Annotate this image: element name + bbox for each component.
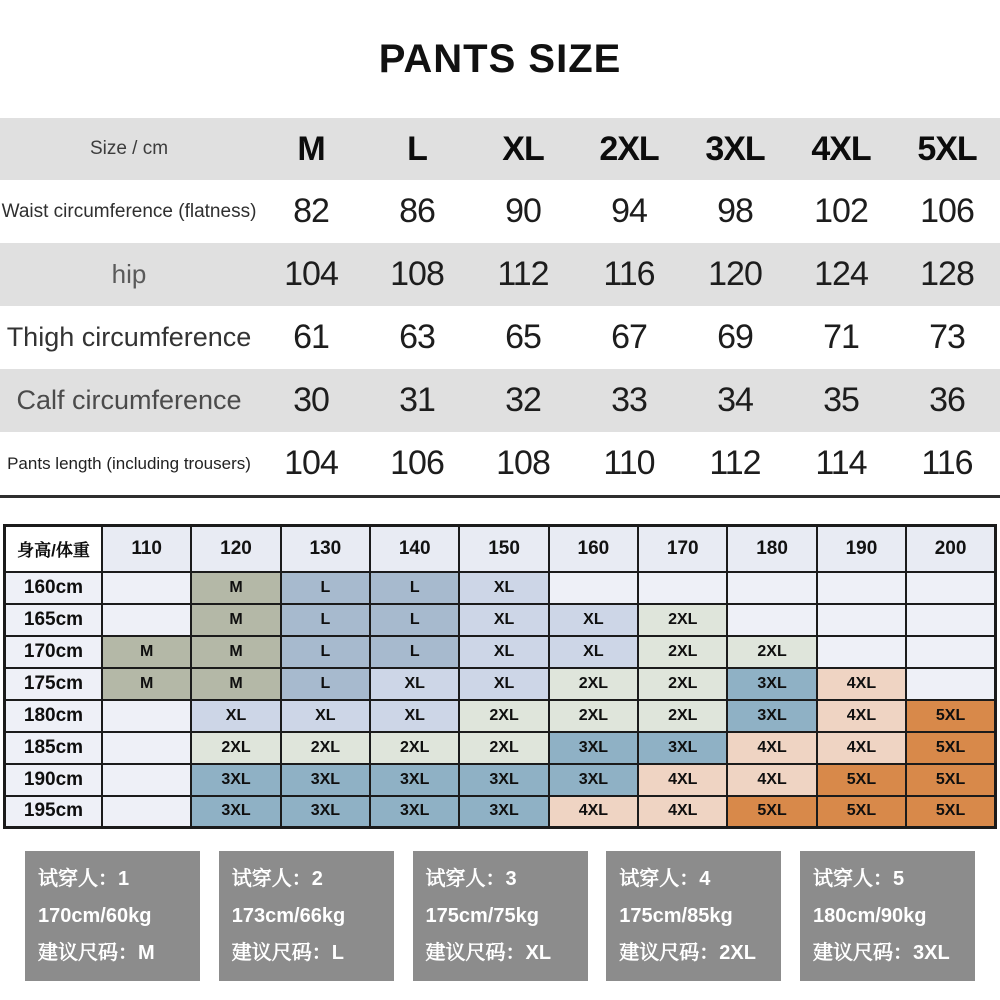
matrix-empty-cell — [906, 572, 995, 604]
measurement-value: 114 — [815, 444, 867, 482]
matrix-empty-cell — [817, 572, 906, 604]
weight-column-header: 120 — [191, 526, 280, 572]
matrix-size-cell: 4XL — [549, 796, 638, 828]
size-table-corner-label: Size / cm — [89, 138, 169, 159]
matrix-size-cell: 5XL — [906, 732, 995, 764]
height-row-header: 160cm — [5, 572, 103, 604]
matrix-size-cell: 3XL — [459, 796, 548, 828]
matrix-size-cell: 3XL — [370, 764, 459, 796]
matrix-size-cell: M — [102, 668, 191, 700]
matrix-size-cell: 2XL — [638, 700, 727, 732]
weight-column-header: 160 — [549, 526, 638, 572]
matrix-empty-cell — [817, 604, 906, 636]
measurement-row — [0, 369, 1000, 432]
matrix-empty-cell — [638, 572, 727, 604]
matrix-size-cell: M — [191, 668, 280, 700]
measurement-table-body — [0, 118, 1000, 495]
matrix-size-cell: 5XL — [817, 764, 906, 796]
matrix-empty-cell — [906, 604, 995, 636]
fitter-recommended-size: 建议尺码：3XL — [813, 942, 950, 964]
fitter-person-label: 试穿人：2 — [231, 868, 323, 890]
matrix-row — [5, 764, 996, 796]
measurement-value: 61 — [293, 318, 329, 356]
matrix-size-cell: 2XL — [549, 668, 638, 700]
matrix-size-cell: 5XL — [817, 796, 906, 828]
matrix-size-cell: XL — [459, 572, 548, 604]
matrix-row — [5, 732, 996, 764]
matrix-size-cell: 5XL — [906, 764, 995, 796]
weight-column-header: 170 — [638, 526, 727, 572]
measurement-row — [0, 306, 1000, 369]
page-title: PANTS SIZE — [378, 37, 622, 81]
matrix-empty-cell — [102, 796, 191, 828]
matrix-header-row — [5, 526, 996, 572]
measurement-value: 108 — [390, 255, 444, 293]
fitter-recommended-size: 建议尺码：2XL — [619, 942, 756, 964]
fitter-cards — [0, 851, 1000, 981]
measurement-value: 90 — [505, 192, 541, 230]
measurement-value: 33 — [611, 381, 647, 419]
matrix-size-cell: 2XL — [459, 732, 548, 764]
matrix-size-cell: 3XL — [281, 796, 370, 828]
measurement-value: 73 — [929, 318, 965, 356]
size-column-header: 4XL — [811, 129, 871, 168]
matrix-size-cell: L — [370, 572, 459, 604]
matrix-size-cell: 3XL — [727, 700, 816, 732]
measurement-value: 86 — [399, 192, 435, 230]
fitter-body-stats: 173cm/66kg — [231, 905, 346, 927]
matrix-size-cell: 3XL — [727, 668, 816, 700]
matrix-size-cell: 4XL — [638, 796, 727, 828]
matrix-size-cell: L — [370, 604, 459, 636]
measurement-label: Calf circumference — [16, 385, 242, 415]
matrix-empty-cell — [727, 604, 816, 636]
measurement-value: 30 — [293, 381, 329, 419]
matrix-size-cell: 3XL — [638, 732, 727, 764]
size-column-header: M — [297, 129, 325, 168]
matrix-empty-cell — [102, 764, 191, 796]
measurement-value: 32 — [505, 381, 541, 419]
measurement-value: 124 — [814, 255, 868, 293]
measurement-value: 104 — [284, 444, 338, 482]
matrix-size-cell: 4XL — [817, 700, 906, 732]
measurement-value: 36 — [929, 381, 965, 419]
matrix-size-cell: 3XL — [459, 764, 548, 796]
matrix-size-cell: 3XL — [370, 796, 459, 828]
measurement-value: 104 — [284, 255, 338, 293]
matrix-row — [5, 796, 996, 828]
height-row-header: 185cm — [5, 732, 103, 764]
matrix-size-cell: 4XL — [727, 732, 816, 764]
measurement-label: Pants length (including trousers) — [7, 453, 251, 473]
matrix-size-cell: 2XL — [638, 668, 727, 700]
matrix-size-cell: L — [370, 636, 459, 668]
measurement-value: 112 — [497, 255, 549, 293]
matrix-empty-cell — [906, 668, 995, 700]
matrix-size-cell: M — [191, 636, 280, 668]
matrix-size-cell: 4XL — [638, 764, 727, 796]
matrix-size-cell: XL — [370, 668, 459, 700]
fitter-recommended-size: 建议尺码：L — [231, 942, 344, 964]
measurement-value: 102 — [814, 192, 868, 230]
measurement-value: 116 — [921, 444, 973, 482]
matrix-size-cell: 2XL — [370, 732, 459, 764]
matrix-empty-cell — [727, 572, 816, 604]
fitter-person-label: 试穿人：1 — [38, 868, 130, 890]
fitter-card — [800, 851, 975, 981]
matrix-size-cell: 2XL — [638, 636, 727, 668]
matrix-empty-cell — [102, 732, 191, 764]
fitter-person-label: 试穿人：5 — [813, 868, 905, 890]
measurement-value: 98 — [717, 192, 753, 230]
measurement-value: 71 — [823, 318, 859, 356]
matrix-size-cell: M — [102, 636, 191, 668]
matrix-size-cell: M — [191, 572, 280, 604]
size-column-header: 2XL — [599, 129, 659, 168]
fitter-card — [219, 851, 394, 981]
matrix-row — [5, 572, 996, 604]
measurement-row — [0, 180, 1000, 243]
matrix-size-cell: 3XL — [191, 796, 280, 828]
fitter-person-label: 试穿人：4 — [619, 868, 711, 890]
size-column-header: 3XL — [705, 129, 765, 168]
matrix-row — [5, 604, 996, 636]
matrix-size-cell: 2XL — [459, 700, 548, 732]
matrix-size-cell: L — [281, 636, 370, 668]
matrix-empty-cell — [102, 700, 191, 732]
height-row-header: 170cm — [5, 636, 103, 668]
measurement-label: Waist circumference (flatness) — [1, 200, 257, 222]
fitter-body-stats: 170cm/60kg — [38, 905, 152, 927]
weight-column-header: 200 — [906, 526, 995, 572]
matrix-size-cell: 4XL — [817, 668, 906, 700]
weight-column-header: 130 — [281, 526, 370, 572]
matrix-row — [5, 636, 996, 668]
measurement-value: 106 — [390, 444, 444, 482]
matrix-size-cell: 2XL — [191, 732, 280, 764]
height-weight-matrix — [3, 524, 997, 829]
measurement-value: 128 — [920, 255, 974, 293]
matrix-empty-cell — [817, 636, 906, 668]
measurement-value: 82 — [293, 192, 329, 230]
matrix-size-cell: XL — [459, 636, 548, 668]
matrix-size-cell: 2XL — [638, 604, 727, 636]
weight-column-header: 190 — [817, 526, 906, 572]
measurement-table — [0, 118, 1000, 495]
matrix-size-cell: L — [281, 668, 370, 700]
measurement-value: 35 — [823, 381, 859, 419]
matrix-body — [5, 572, 996, 828]
matrix-empty-cell — [549, 572, 638, 604]
matrix-empty-cell — [102, 604, 191, 636]
matrix-size-cell: XL — [549, 604, 638, 636]
section-divider — [0, 495, 1000, 498]
measurement-value: 34 — [717, 381, 753, 419]
matrix-size-cell: L — [281, 604, 370, 636]
matrix-size-cell: XL — [370, 700, 459, 732]
fitter-person-label: 试穿人：3 — [425, 868, 517, 890]
weight-column-header: 110 — [102, 526, 191, 572]
matrix-size-cell: XL — [459, 604, 548, 636]
matrix-size-cell: XL — [549, 636, 638, 668]
fitter-card — [25, 851, 200, 981]
weight-column-header: 180 — [727, 526, 816, 572]
fitter-recommended-size: 建议尺码：M — [38, 942, 155, 964]
measurement-label: hip — [111, 259, 147, 289]
matrix-size-cell: 2XL — [281, 732, 370, 764]
measurement-label: Thigh circumference — [6, 322, 252, 352]
size-column-header: L — [407, 129, 427, 168]
matrix-size-cell: M — [191, 604, 280, 636]
measurement-value: 110 — [603, 444, 655, 482]
matrix-size-cell: 3XL — [281, 764, 370, 796]
size-column-header: XL — [502, 129, 544, 168]
height-row-header: 195cm — [5, 796, 103, 828]
measurement-value: 31 — [399, 381, 435, 419]
fitter-card — [413, 851, 588, 981]
size-column-header: 5XL — [917, 129, 977, 168]
size-table-header-row — [0, 118, 1000, 180]
matrix-size-cell: 4XL — [727, 764, 816, 796]
matrix-size-cell: 5XL — [906, 796, 995, 828]
measurement-value: 67 — [611, 318, 647, 356]
matrix-empty-cell — [102, 572, 191, 604]
fitter-body-stats: 175cm/85kg — [619, 905, 733, 927]
matrix-corner-label: 身高/体重 — [5, 526, 103, 572]
matrix-empty-cell — [906, 636, 995, 668]
matrix-header — [5, 526, 996, 572]
height-row-header: 190cm — [5, 764, 103, 796]
matrix-size-cell: XL — [281, 700, 370, 732]
matrix-row — [5, 700, 996, 732]
measurement-value: 94 — [611, 192, 647, 230]
measurement-value: 65 — [505, 318, 541, 356]
height-row-header: 175cm — [5, 668, 103, 700]
fitter-recommended-size: 建议尺码：XL — [425, 942, 552, 964]
height-row-header: 165cm — [5, 604, 103, 636]
matrix-size-cell: 2XL — [727, 636, 816, 668]
fitter-body-stats: 180cm/90kg — [813, 905, 927, 927]
measurement-value: 106 — [920, 192, 974, 230]
measurement-value: 69 — [717, 318, 753, 356]
measurement-row — [0, 243, 1000, 306]
measurement-value: 116 — [603, 255, 655, 293]
matrix-size-cell: 4XL — [817, 732, 906, 764]
measurement-row — [0, 432, 1000, 495]
matrix-size-cell: 3XL — [549, 764, 638, 796]
measurement-value: 108 — [496, 444, 550, 482]
weight-column-header: 150 — [459, 526, 548, 572]
matrix-size-cell: 2XL — [549, 700, 638, 732]
weight-column-header: 140 — [370, 526, 459, 572]
matrix-row — [5, 668, 996, 700]
matrix-size-cell: XL — [459, 668, 548, 700]
measurement-value: 120 — [708, 255, 762, 293]
measurement-value: 112 — [709, 444, 761, 482]
measurement-value: 63 — [399, 318, 435, 356]
fitter-card — [606, 851, 781, 981]
matrix-size-cell: XL — [191, 700, 280, 732]
matrix-size-cell: 3XL — [191, 764, 280, 796]
matrix-size-cell: 5XL — [906, 700, 995, 732]
matrix-size-cell: L — [281, 572, 370, 604]
height-row-header: 180cm — [5, 700, 103, 732]
fitter-body-stats: 175cm/75kg — [425, 905, 539, 927]
matrix-size-cell: 3XL — [549, 732, 638, 764]
matrix-size-cell: 5XL — [727, 796, 816, 828]
